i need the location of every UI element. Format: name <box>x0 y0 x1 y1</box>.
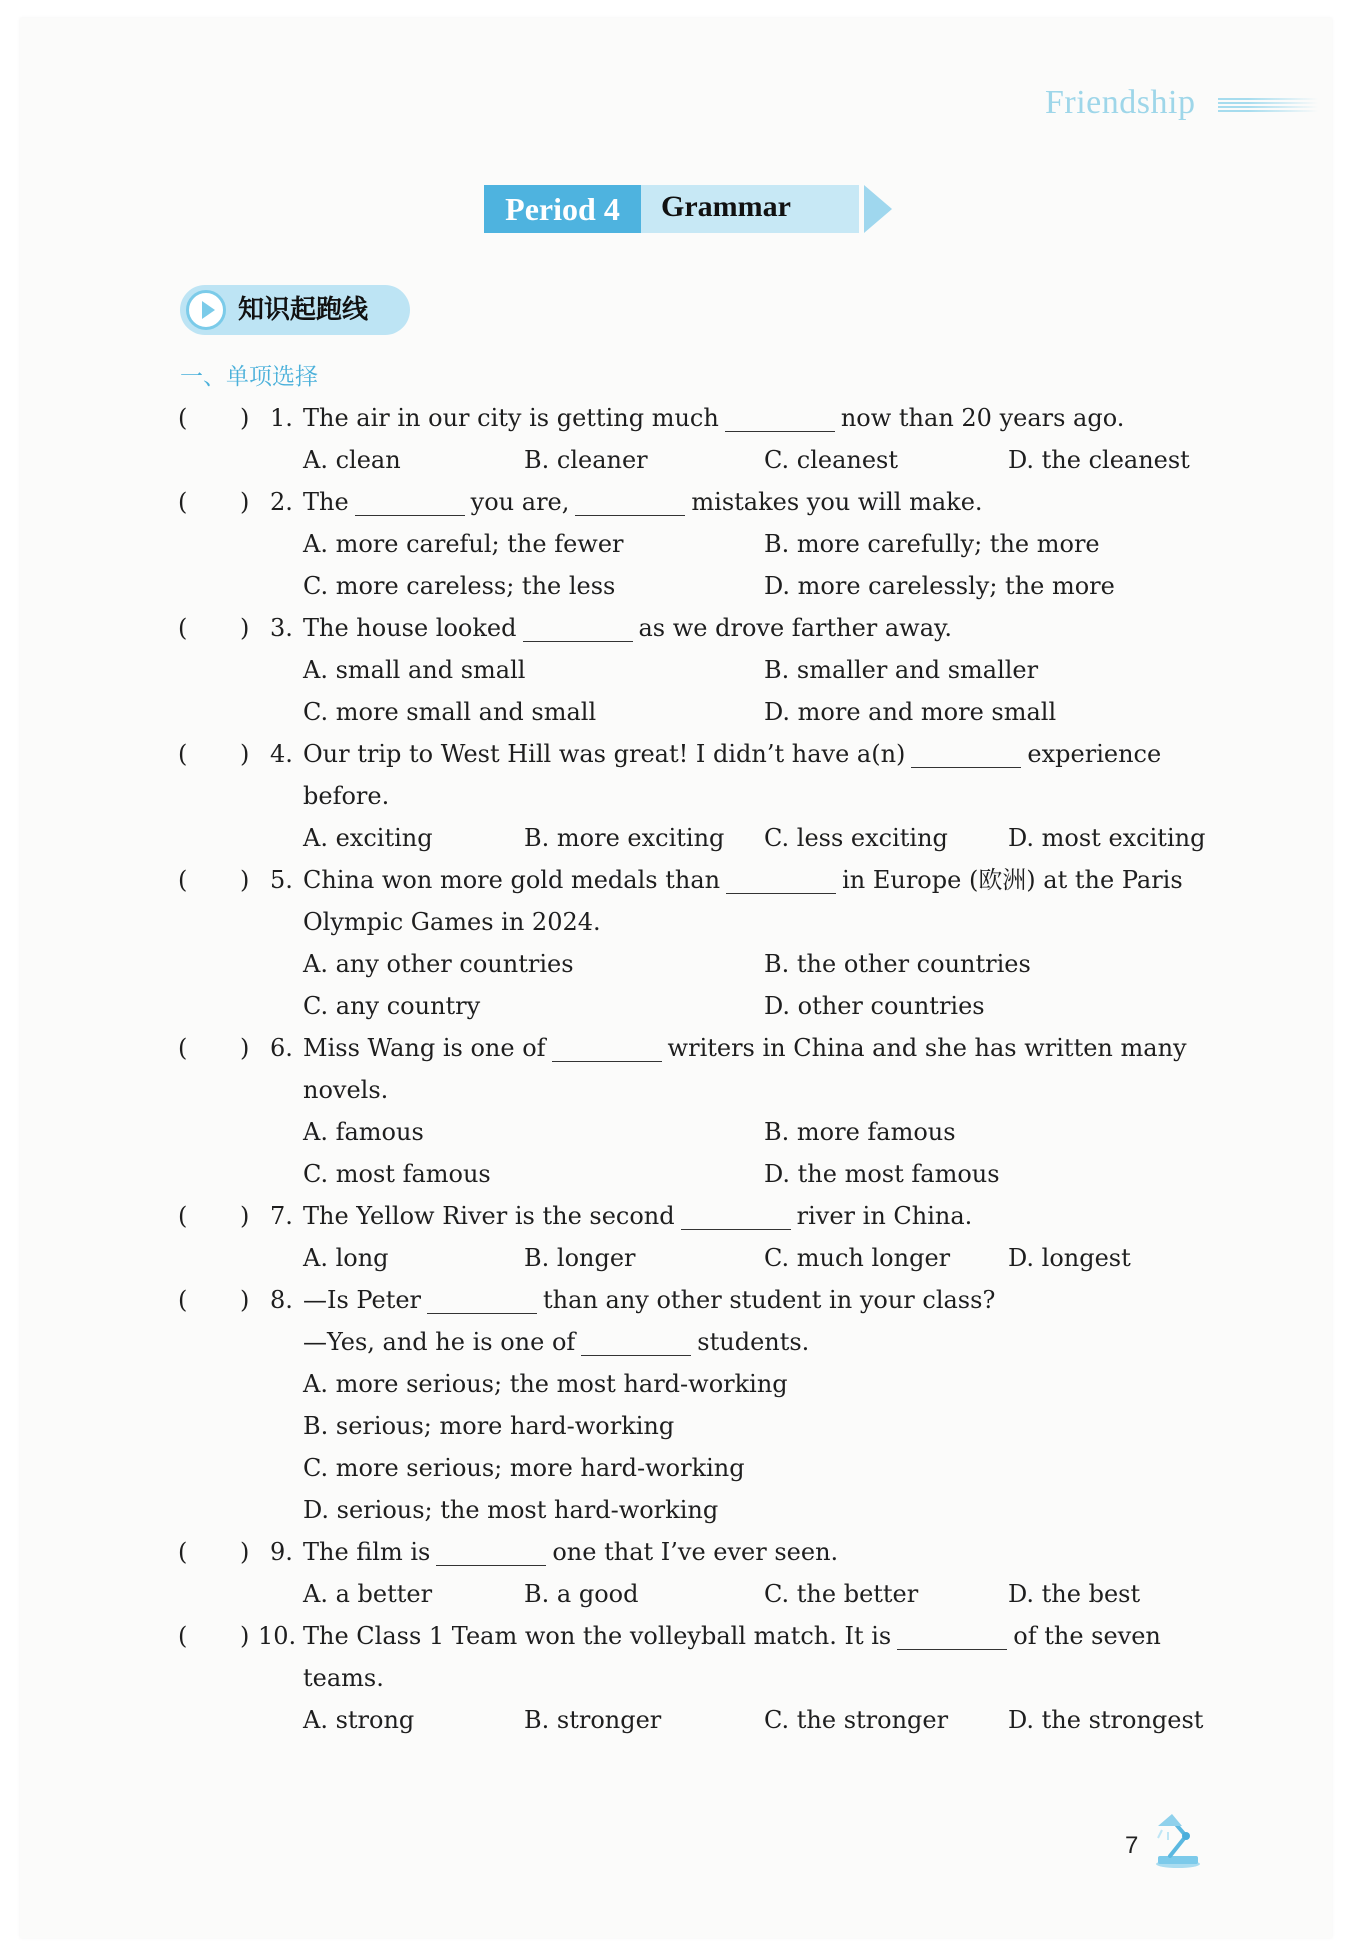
question-number: 5. <box>270 866 293 894</box>
answer-bracket-open: ( <box>178 1034 188 1062</box>
question-stem: The Yellow River is the second river in China. <box>303 1202 973 1230</box>
option-a[interactable]: A. long <box>303 1244 389 1272</box>
desk-lamp-icon <box>1148 1808 1208 1870</box>
option-b[interactable]: B. more famous <box>764 1118 956 1146</box>
question-stem: The film is one that I’ve ever seen. <box>303 1538 839 1566</box>
option-c[interactable]: C. the stronger <box>764 1706 949 1734</box>
question-continuation: —Yes, and he is one of students. <box>303 1328 810 1356</box>
question-number: 1. <box>270 404 293 432</box>
option-b[interactable]: B. the other countries <box>764 950 1031 978</box>
question-7 <box>170 1195 1230 1237</box>
question-stem: The air in our city is getting much now than 20 years ago. <box>303 404 1125 432</box>
options-row <box>170 1153 1230 1195</box>
answer-bracket-close: ) <box>240 404 250 432</box>
answer-bracket-open: ( <box>178 1286 188 1314</box>
answer-bracket-open: ( <box>178 488 188 516</box>
option-d[interactable]: D. more carelessly; the more <box>764 572 1115 600</box>
options-row <box>170 817 1230 859</box>
options-row <box>170 1447 1230 1489</box>
banner-arrow-icon <box>864 185 892 233</box>
answer-bracket-open: ( <box>178 404 188 432</box>
question-3 <box>170 607 1230 649</box>
play-icon <box>186 290 226 330</box>
option-a[interactable]: A. small and small <box>303 656 526 684</box>
option-a[interactable]: A. more serious; the most hard-working <box>303 1370 788 1398</box>
options-row <box>170 1699 1230 1741</box>
answer-bracket-close: ) <box>240 740 250 768</box>
question-number: 9. <box>270 1538 293 1566</box>
option-c[interactable]: C. much longer <box>764 1244 951 1272</box>
answer-bracket-close: ) <box>240 488 250 516</box>
options-row <box>170 523 1230 565</box>
options-row <box>170 985 1230 1027</box>
answer-bracket-close: ) <box>240 1286 250 1314</box>
option-b[interactable]: B. longer <box>524 1244 636 1272</box>
question-5 <box>170 859 1230 901</box>
answer-bracket-close: ) <box>240 614 250 642</box>
options-row <box>170 1111 1230 1153</box>
options-row <box>170 943 1230 985</box>
answer-bracket-open: ( <box>178 1622 188 1650</box>
answer-bracket-close: ) <box>240 1622 250 1650</box>
option-b[interactable]: B. more carefully; the more <box>764 530 1100 558</box>
answer-blank[interactable] <box>436 1537 546 1566</box>
option-c[interactable]: C. cleanest <box>764 446 899 474</box>
options-row <box>170 1573 1230 1615</box>
header-decoration <box>1218 98 1318 114</box>
question-number: 4. <box>270 740 293 768</box>
answer-blank[interactable] <box>355 487 465 516</box>
answer-blank[interactable] <box>911 739 1021 768</box>
option-d[interactable]: D. the most famous <box>764 1160 1000 1188</box>
answer-bracket-open: ( <box>178 1202 188 1230</box>
options-row <box>170 1237 1230 1279</box>
question-continuation: Olympic Games in 2024. <box>303 908 601 936</box>
options-row <box>170 1405 1230 1447</box>
question-number: 6. <box>270 1034 293 1062</box>
option-d[interactable]: D. longest <box>1008 1244 1131 1272</box>
option-a[interactable]: A. any other countries <box>303 950 574 978</box>
answer-blank[interactable] <box>681 1201 791 1230</box>
option-b[interactable]: B. serious; more hard-working <box>303 1412 675 1440</box>
options-row <box>170 1489 1230 1531</box>
option-b[interactable]: B. a good <box>524 1580 639 1608</box>
answer-bracket-open: ( <box>178 1538 188 1566</box>
option-d[interactable]: D. the cleanest <box>1008 446 1190 474</box>
option-c[interactable]: C. less exciting <box>764 824 948 852</box>
answer-bracket-close: ) <box>240 1034 250 1062</box>
question-number: 3. <box>270 614 293 642</box>
options-row <box>170 1363 1230 1405</box>
answer-blank[interactable] <box>726 865 836 894</box>
question-list <box>170 397 1230 1741</box>
question-stem: The Class 1 Team won the volleyball match. It is of the seven <box>303 1622 1161 1650</box>
question-4 <box>170 733 1230 775</box>
question-stem: China won more gold medals than in Europe (欧洲) at the Paris <box>303 866 1183 894</box>
period-label: Period 4 <box>484 185 641 233</box>
question-number: 7. <box>270 1202 293 1230</box>
options-row <box>170 691 1230 733</box>
option-d[interactable]: D. more and more small <box>764 698 1057 726</box>
section-heading <box>180 285 410 335</box>
question-continuation: novels. <box>303 1076 389 1104</box>
answer-blank[interactable] <box>523 613 633 642</box>
question-2 <box>170 481 1230 523</box>
option-b[interactable]: B. smaller and smaller <box>764 656 1039 684</box>
option-a[interactable]: A. exciting <box>303 824 433 852</box>
answer-blank[interactable] <box>427 1285 537 1314</box>
option-a[interactable]: A. famous <box>303 1118 424 1146</box>
question-stem: The house looked as we drove farther away. <box>303 614 953 642</box>
options-row <box>170 439 1230 481</box>
option-a[interactable]: A. strong <box>303 1706 415 1734</box>
option-c[interactable]: C. more careless; the less <box>303 572 616 600</box>
option-c[interactable]: C. more small and small <box>303 698 597 726</box>
option-d[interactable]: D. the strongest <box>1008 1706 1204 1734</box>
answer-blank[interactable] <box>725 403 835 432</box>
answer-blank[interactable] <box>575 487 685 516</box>
answer-bracket-close: ) <box>240 1202 250 1230</box>
option-a[interactable]: A. clean <box>303 446 401 474</box>
option-a[interactable]: A. more careful; the fewer <box>303 530 624 558</box>
question-1 <box>170 397 1230 439</box>
answer-bracket-close: ) <box>240 1538 250 1566</box>
question-number: 2. <box>270 488 293 516</box>
option-c[interactable]: C. the better <box>764 1580 919 1608</box>
answer-blank[interactable] <box>581 1327 691 1356</box>
question-6 <box>170 1027 1230 1069</box>
option-b[interactable]: B. more exciting <box>524 824 725 852</box>
option-a[interactable]: A. a better <box>303 1580 433 1608</box>
question-stem: —Is Peter than any other student in your class? <box>303 1286 996 1314</box>
option-b[interactable]: B. stronger <box>524 1706 662 1734</box>
question-8 <box>170 1279 1230 1321</box>
question-number: 10. <box>258 1622 297 1650</box>
answer-blank[interactable] <box>897 1621 1007 1650</box>
question-10 <box>170 1615 1230 1657</box>
topic-label: Grammar <box>641 185 859 233</box>
subsection-title: 一、单项选择 <box>180 364 318 390</box>
answer-bracket-open: ( <box>178 740 188 768</box>
question-number: 8. <box>270 1286 293 1314</box>
answer-blank[interactable] <box>552 1033 662 1062</box>
option-c[interactable]: C. any country <box>303 992 481 1020</box>
page-number: 7 <box>1125 1832 1139 1859</box>
option-c[interactable]: C. most famous <box>303 1160 491 1188</box>
question-stem: Our trip to West Hill was great! I didn’t have a(n) experience <box>303 740 1162 768</box>
question-stem: The you are, mistakes you will make. <box>303 488 983 516</box>
answer-bracket-open: ( <box>178 866 188 894</box>
options-row <box>170 565 1230 607</box>
section-title: 知识起跑线 <box>238 295 369 325</box>
option-d[interactable]: D. other countries <box>764 992 985 1020</box>
option-d[interactable]: D. the best <box>1008 1580 1141 1608</box>
option-d[interactable]: D. serious; the most hard-working <box>303 1496 719 1524</box>
answer-bracket-close: ) <box>240 866 250 894</box>
options-row <box>170 649 1230 691</box>
question-stem: Miss Wang is one of writers in China and she has written many <box>303 1034 1187 1062</box>
question-9 <box>170 1531 1230 1573</box>
unit-title: Friendship <box>1045 84 1196 121</box>
answer-bracket-open: ( <box>178 614 188 642</box>
option-c[interactable]: C. more serious; more hard-working <box>303 1454 745 1482</box>
option-d[interactable]: D. most exciting <box>1008 824 1206 852</box>
question-continuation: teams. <box>303 1664 384 1692</box>
option-b[interactable]: B. cleaner <box>524 446 648 474</box>
question-continuation: before. <box>303 782 390 810</box>
